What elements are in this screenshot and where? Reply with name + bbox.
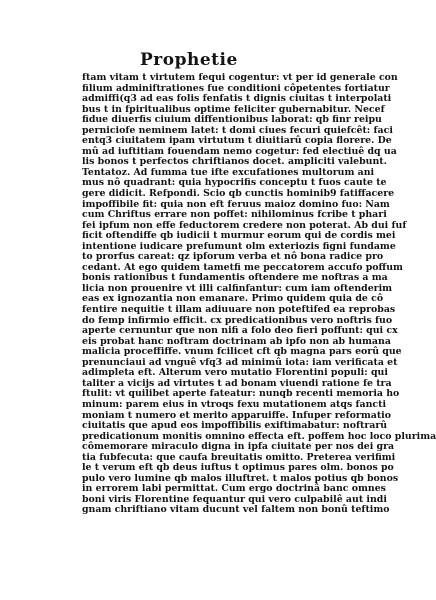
text-line: to prorfus careat: qz ipforum verba et nô bona radice pro (82, 251, 384, 263)
text-line: impoffibile fit: quia non eft feruus maioz domino fuo: Nam (82, 198, 390, 210)
text-line: boni viris Florentine fequantur qui vero culpabilê aut indi (82, 493, 387, 505)
text-line: ftulit: vt quilibet aperte fateatur: nunqb recenti memoria ho (82, 388, 400, 400)
running-head: Prophetie (140, 50, 238, 70)
text-line: lis bonos t perfectos chriftianos docet. ampliciti valebunt. (82, 156, 387, 168)
text-line: gnam chriftiano vitam ducunt vel faltem non bonû teftimo (82, 504, 390, 516)
text-line: taliter a vicijs ad virtutes t ad bonam viuendi ratione fe tra (82, 377, 392, 389)
text-line: intentione iudicare prefumunt olm exteriozis figni fundame (82, 240, 396, 252)
text-line: filium adminiftrationes fue conditioni côpetentes fortiatur (82, 82, 390, 94)
text-line: mus nô quadrant: quia hypocrifis conceptu t fuos caute te (82, 177, 387, 189)
text-line: ficit oftendiffe qb iudicii t murmur eorum qui de cordis mei (82, 230, 396, 242)
text-line: fentire nequitie t illam adiuuare non poteftifed ea reprobas (82, 304, 396, 316)
text-line: cum Chriftus errare non poffet: nihilominus fcribe t phari (82, 209, 387, 221)
text-line: tia fubfecuta: que caufa breuitatis omitto. Preterea verifimi (82, 451, 396, 463)
text-line: malicia proceffiffe. vnum fcilicet cft qb magna pars eorû que (82, 346, 402, 358)
text-line: cômemorare miraculo digna in ipfa ciuitate per nos dei gra (82, 441, 395, 453)
text-line: in errorem labi permittat. Cum ergo doctrinâ banc omnes (82, 483, 386, 495)
text-line: entq3 ciuitatem ipam virtutum t diuitiarû copia florere. De (82, 135, 392, 147)
text-line: eis probat hanc noftram doctrinam ab ipfo non ab humana (82, 335, 391, 347)
text-line: admiffi(q3 ad eas folis fenfatis t dignis ciuitas t interpolati (82, 93, 392, 105)
text-line: eas ex ignozantia non emanare. Primo quidem quia de cô (82, 293, 384, 305)
text-line: adimpleta eft. Alterum vero mutatio Florentini populi: qui (82, 367, 388, 379)
text-line: licia non prouenire vt illi calfinfantur: cum iam oftenderim (82, 282, 393, 294)
text-line: pulo vero lumine qb malos illuftret. t malos potius qb bonos (82, 472, 399, 484)
text-line: prenunciaui ad vnguê vfq3 ad minimû iota: iam verificata et (82, 356, 398, 368)
text-line: ftam vitam t virtutem fequi cogentur: vt per id generale con (82, 72, 398, 83)
text-line: fei ipfum non effe feductorem credere non poterat. Ab dui fuf (82, 219, 407, 231)
text-line: perniciofe neminem latet: t domi ciues fecuri quiefcêt: faci (82, 124, 393, 136)
text-line: fidue diuerfis ciuium diffentionibus laborat: qb finr reipu (82, 114, 382, 126)
text-line: mû ad iuftitiam fouendam nemo cogetur: fed electiuê dq ua (82, 145, 397, 157)
text-line: aperte cernuntur que non nifi a folo deo fieri poffunt: qui cx (82, 325, 398, 337)
text-line: bonis rationibus t fundamentis oftendere me noftras a ma (82, 272, 388, 284)
text-line: Tentatoz. Ad fumma tue ifte excufationes multorum ani (82, 166, 375, 178)
text-line: do femp infirmio efficit. cx predicationibus vero noftris fuo (82, 314, 393, 326)
text-line: le t verum eft qb deus iuftus t optimus pares olm. bonos po (82, 462, 394, 474)
text-line: minum: parem eius in vtroqs fexu mutationem atqs fancti (82, 398, 387, 410)
text-block (82, 72, 436, 516)
text-line: bus t in fpiritualibus optime feliciter gubernabitur. Necef (82, 103, 385, 115)
text-line: ciuitatis que apud eos impoffibilis exiftimabatur: noftrarû (82, 420, 388, 432)
text-line: predicationum monitis omnino effecta eft. poffem hoc loco plurima (82, 430, 436, 442)
text-line: moniam t numero et merito apparuiffe. Infuper reformatio (82, 409, 391, 421)
text-line: cedant. At ego quidem tametfi me peccatorem accufo poffum (82, 261, 403, 273)
text-line: gere didicit. Refpondi. Scio qb cunctis hominib9 fatiffacere (82, 188, 395, 200)
